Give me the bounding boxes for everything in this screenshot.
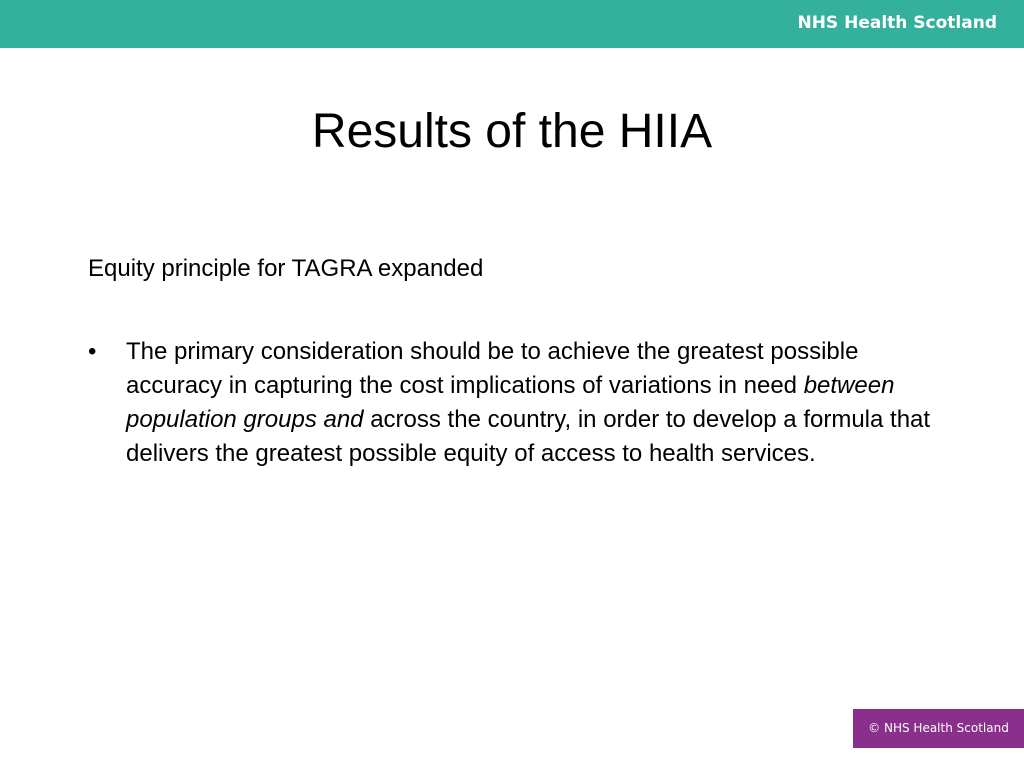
bullet-item — [126, 335, 946, 471]
brand-logo-text: NHS Health Scotland — [797, 13, 997, 33]
bullet-text-italic: between population groups and — [126, 372, 895, 433]
bullet-text-part1: The primary consideration should be to achieve the greatest possible accuracy in capturing the cost implications of variations in need — [126, 338, 859, 399]
bullet-text-part2: across the country, in order to develop a formula that delivers the greatest possible equity of access to health services. — [126, 406, 931, 467]
bullet-marker: • — [88, 338, 97, 365]
slide-title: Results of the HIIA — [311, 105, 713, 158]
header-bar — [0, 0, 1024, 48]
slide-subheading: Equity principle for TAGRA expanded — [88, 255, 484, 282]
copyright-badge: © NHS Health Scotland — [853, 709, 1024, 748]
